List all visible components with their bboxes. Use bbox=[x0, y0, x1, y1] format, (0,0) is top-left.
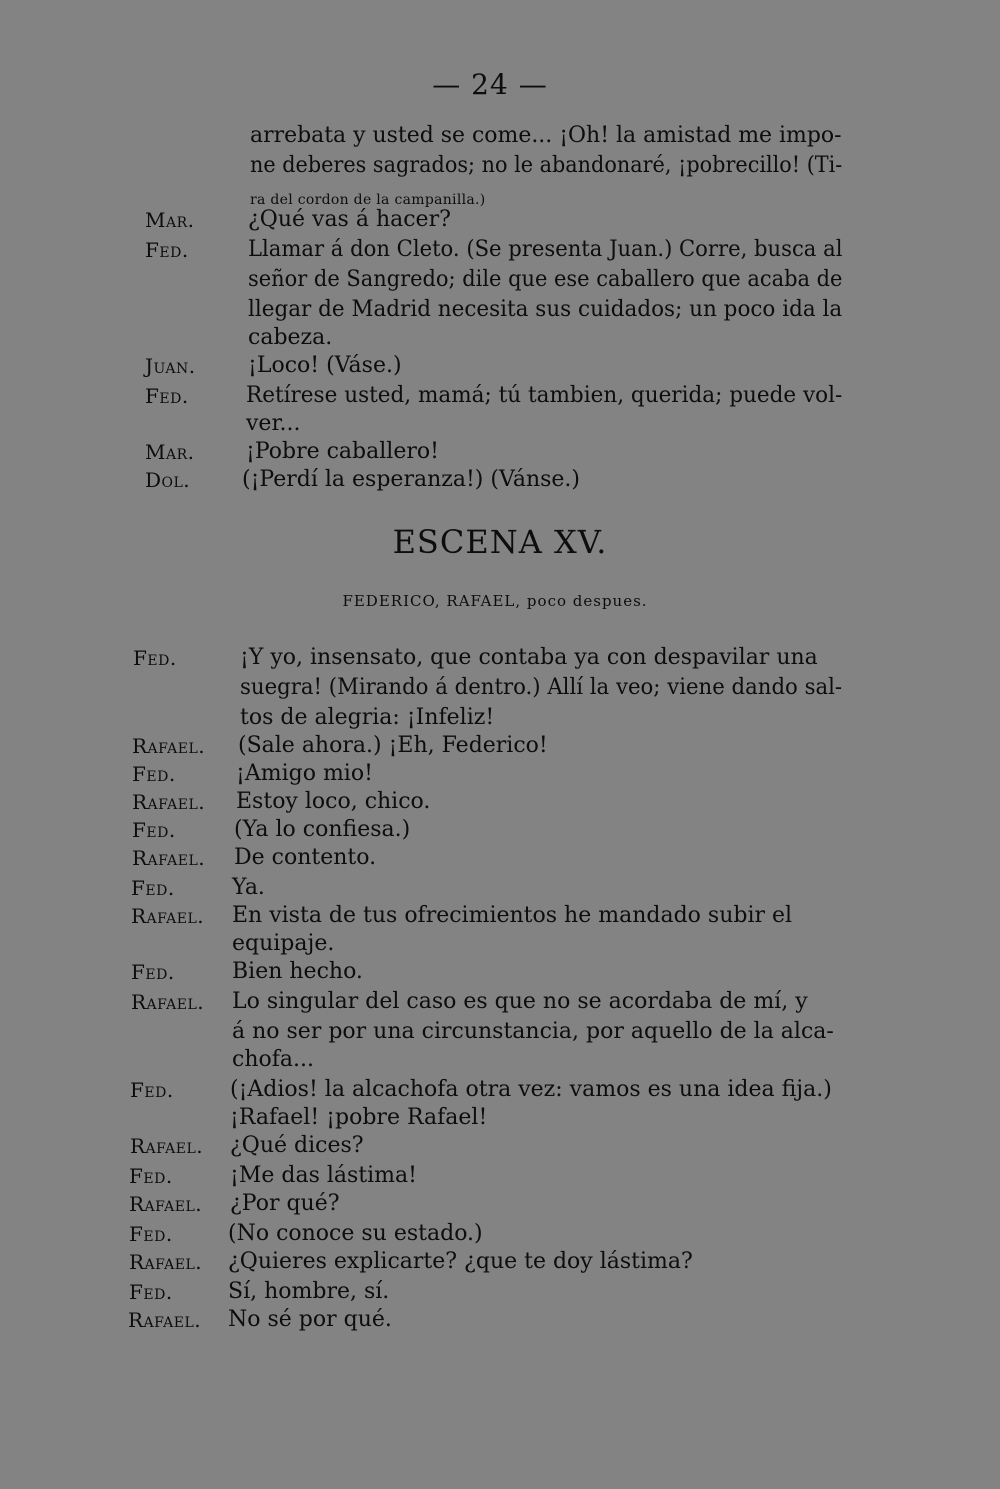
dialogue-line: (No conoce su estado.) bbox=[228, 1221, 483, 1246]
dialogue-line: ¿Quieres explicarte? ¿que te doy lástima? bbox=[228, 1249, 693, 1274]
speaker-label: Fed. bbox=[133, 646, 177, 670]
speaker-label: Rafael. bbox=[128, 1308, 202, 1332]
speaker-label: Rafael. bbox=[129, 1192, 203, 1216]
dialogue-line: Lo singular del caso es que no se acordaba de mí, y bbox=[232, 989, 808, 1014]
speaker-label: Rafael. bbox=[132, 734, 206, 758]
dialogue-line: chofa... bbox=[232, 1047, 314, 1072]
speaker-label: Rafael. bbox=[132, 790, 206, 814]
dialogue-line: ¿Qué vas á hacer? bbox=[248, 207, 451, 232]
dialogue-line: No sé por qué. bbox=[228, 1307, 392, 1332]
dialogue-line: De contento. bbox=[234, 845, 377, 870]
dialogue-line: ¡Me das lástima! bbox=[230, 1163, 417, 1188]
dialogue-line: (¡Adios! la alcachofa otra vez: vamos es una idea fija.) bbox=[230, 1077, 832, 1102]
dialogue-line: En vista de tus ofrecimientos he mandado subir el bbox=[232, 903, 793, 928]
page-number: — 24 — bbox=[432, 68, 548, 101]
dialogue-line: (¡Perdí la esperanza!) (Vánse.) bbox=[242, 467, 580, 492]
speaker-label: Mar. bbox=[145, 208, 195, 232]
dialogue-line: ¡Loco! (Váse.) bbox=[248, 353, 402, 378]
dialogue-line: Llamar á don Cleto. (Se presenta Juan.) Corre, busca al bbox=[248, 237, 843, 262]
dialogue-line: Estoy loco, chico. bbox=[236, 789, 431, 814]
speaker-label: Rafael. bbox=[132, 846, 206, 870]
speaker-label: Fed. bbox=[145, 238, 189, 262]
dialogue-line: Retírese usted, mamá; tú tambien, querida; puede vol- bbox=[246, 383, 843, 408]
dialogue-line: cabeza. bbox=[248, 325, 333, 350]
dialogue-line: ¡Pobre caballero! bbox=[246, 439, 439, 464]
dialogue-line: ver... bbox=[246, 411, 301, 436]
speaker-label: Fed. bbox=[131, 876, 175, 900]
dialogue-line: señor de Sangredo; dile que ese caballero que acaba de bbox=[248, 267, 843, 292]
dialogue-line: ¡Amigo mio! bbox=[236, 761, 373, 786]
speaker-label: Juan. bbox=[145, 354, 196, 378]
scene-heading: ESCENA XV. bbox=[392, 523, 608, 561]
dialogue-line: ne deberes sagrados; no le abandonaré, ¡pobrecillo! (Ti- bbox=[250, 153, 843, 178]
speaker-label: Rafael. bbox=[131, 990, 205, 1014]
speaker-label: Fed. bbox=[129, 1222, 173, 1246]
dialogue-line: ¿Por qué? bbox=[230, 1191, 340, 1216]
speaker-label: Fed. bbox=[129, 1280, 173, 1304]
dialogue-line: tos de alegria: ¡Infeliz! bbox=[240, 705, 495, 730]
speaker-label: Rafael. bbox=[131, 904, 205, 928]
dialogue-line: á no ser por una circunstancia, por aquello de la alca- bbox=[232, 1019, 834, 1044]
speaker-label: Fed. bbox=[132, 762, 176, 786]
speaker-label: Fed. bbox=[129, 1164, 173, 1188]
dialogue-line: Ya. bbox=[232, 875, 265, 900]
speaker-label: Fed. bbox=[131, 960, 175, 984]
dialogue-line: equipaje. bbox=[232, 931, 335, 956]
speaker-label: Rafael. bbox=[130, 1134, 204, 1158]
speaker-label: Fed. bbox=[132, 818, 176, 842]
speaker-label: Rafael. bbox=[129, 1250, 203, 1274]
dialogue-line: llegar de Madrid necesita sus cuidados; un poco ida la bbox=[248, 297, 843, 322]
scene-cast: FEDERICO, RAFAEL, poco despues. bbox=[342, 592, 648, 610]
dialogue-line: Bien hecho. bbox=[232, 959, 363, 984]
dialogue-line: ¡Rafael! ¡pobre Rafael! bbox=[230, 1105, 488, 1130]
dialogue-line: Sí, hombre, sí. bbox=[228, 1279, 390, 1304]
dialogue-line: ¡Y yo, insensato, que contaba ya con despavilar una bbox=[240, 645, 818, 670]
speaker-label: Fed. bbox=[130, 1078, 174, 1102]
speaker-label: Dol. bbox=[145, 468, 191, 492]
dialogue-line: suegra! (Mirando á dentro.) Allí la veo; viene dando sal- bbox=[240, 675, 843, 700]
dialogue-line: ¿Qué dices? bbox=[230, 1133, 364, 1158]
dialogue-line: arrebata y usted se come... ¡Oh! la amistad me impo- bbox=[250, 123, 842, 148]
speaker-label: Mar. bbox=[145, 440, 195, 464]
dialogue-line: ra del cordon de la campanilla.) bbox=[250, 192, 486, 208]
speaker-label: Fed. bbox=[145, 384, 189, 408]
dialogue-line: (Ya lo confiesa.) bbox=[234, 817, 411, 842]
dialogue-line: (Sale ahora.) ¡Eh, Federico! bbox=[238, 733, 548, 758]
